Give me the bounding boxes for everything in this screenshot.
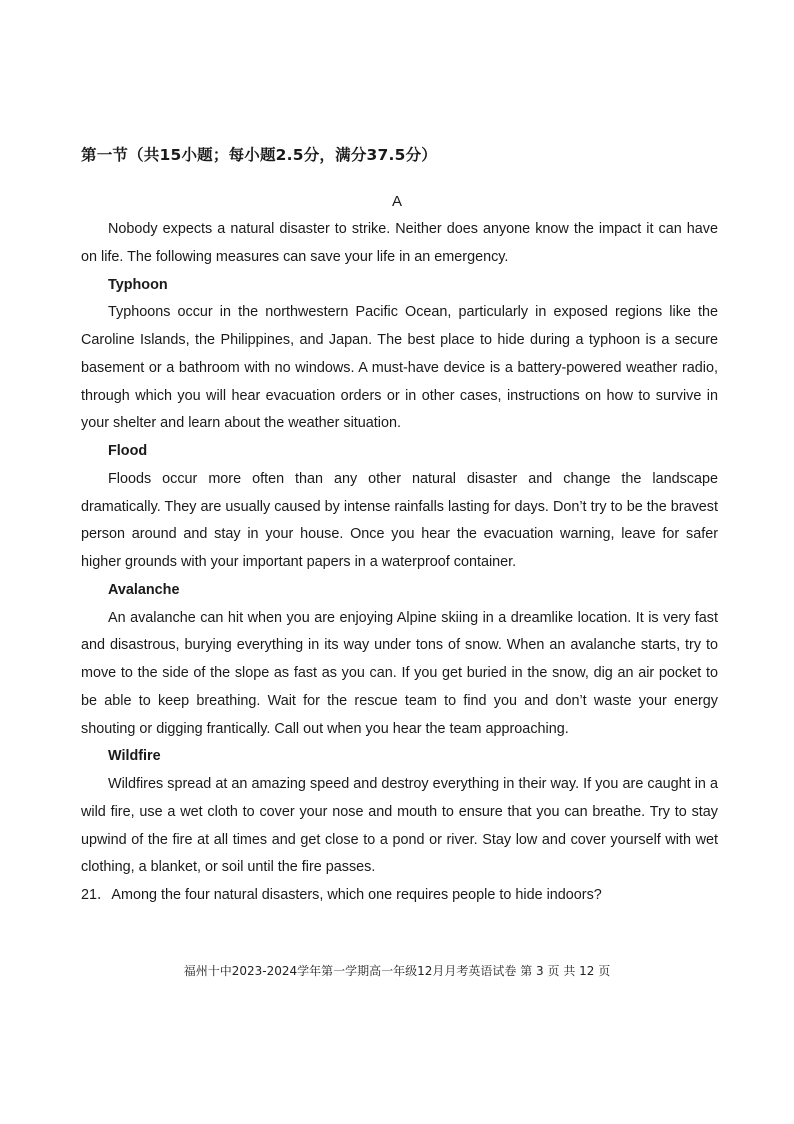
section-text-avalanche: An avalanche can hit when you are enjoying Alpine skiing in a dreamlike location. It is very fast and disastrous, burying everything in its way under tons of snow. When an avalanche starts, try to move to the side of the slope as fast as you can. If you get buried in the snow, dig an air pocket to be able to keep breathing. Wait for the rescue team to find you and don’t waste your energy shouting or digging frantically. Call out when you hear the team approaching. [81,609,718,737]
section-heading: 第一节（共15小题；每小题2.5分，满分37.5分） [81,146,437,164]
page-footer: 福州十中2023-2024学年第一学期高一年级12月月考英语试卷 第 3 页 共 12 页 [183,964,611,978]
passage-body [81,216,718,910]
section-text-wildfire: Wildfires spread at an amazing speed and destroy everything in their way. If you are caught in a wild fire, use a wet cloth to cover your nose and mouth to ensure that you can breathe. Try to stay upwind of the fire at all times and get close to a pond or river. Stay low and cover yourself with wet clothing, a blanket, or soil until the fire passes. [81,776,718,876]
question-number: 21． [81,887,112,903]
section-title-avalanche: Avalanche [108,581,180,598]
intro-paragraph: Nobody expects a natural disaster to strike. Neither does anyone know the impact it can have on life. The following measures can save your life in an emergency. [81,221,718,265]
question-text: Among the four natural disasters, which one requires people to hide indoors? [111,887,602,903]
section-title-flood: Flood [108,443,148,459]
section-text-typhoon: Typhoons occur in the northwestern Pacific Ocean, particularly in exposed regions like the Caroline Islands, the Philippines, and Japan. The best place to hide during a typhoon is a secure basement or a bathroom with no windows. A must-have device is a battery-powered weather radio, through which you will hear evacuation orders or in other cases, instructions on how to survive in your shelter and learn about the weather situation. [81,304,718,432]
passage-label: A [391,193,402,210]
section-title-wildfire: Wildfire [108,748,161,765]
section-title-typhoon: Typhoon [108,276,168,293]
section-text-flood: Floods occur more often than any other natural disaster and change the landscape dramatically. They are usually caused by intense rainfalls lasting for days. Don’t try to be the bravest person around and stay in your house. Once you hear the evacuation warning, leave for safer higher grounds with your important papers in a waterproof container. [81,470,718,570]
question-21 [81,882,718,910]
